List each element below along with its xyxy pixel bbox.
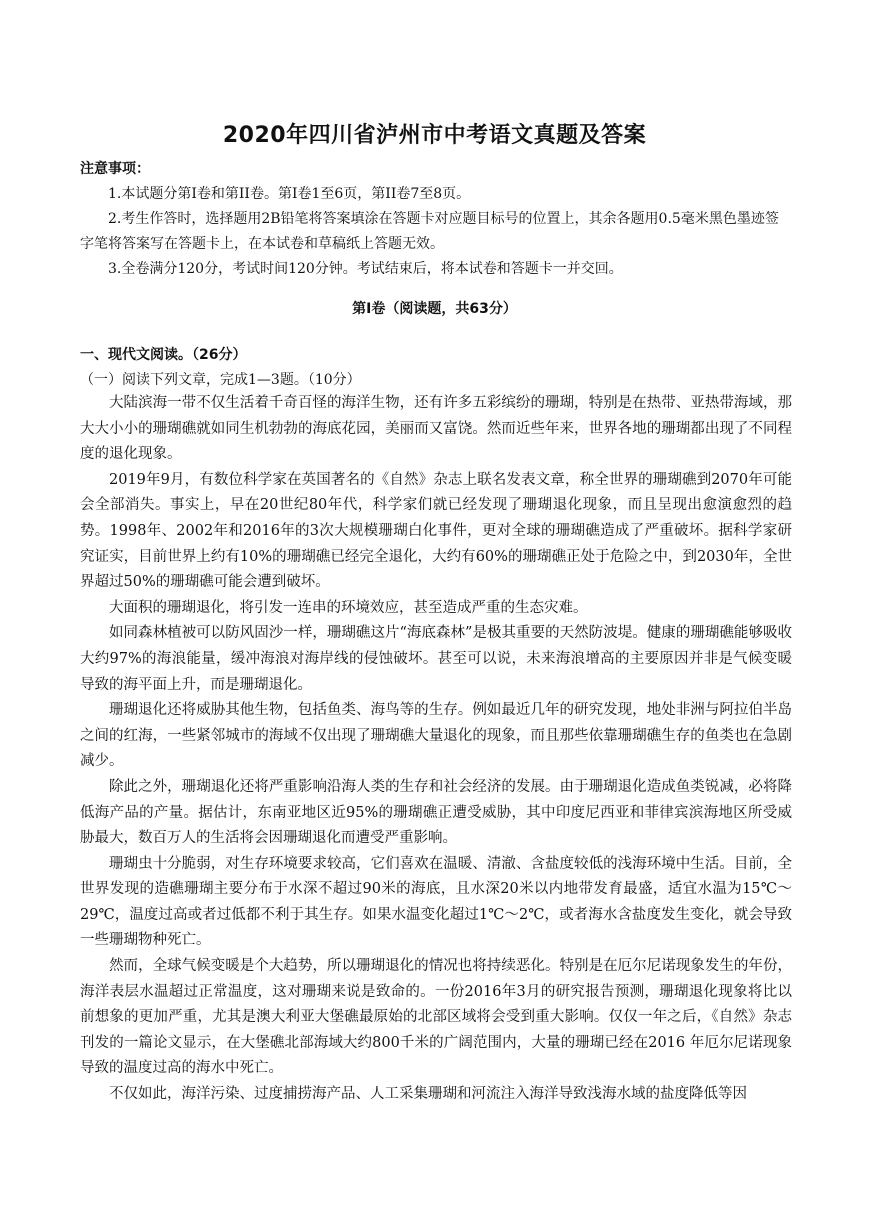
article-paragraph: 如同森林植被可以防风固沙一样，珊瑚礁这片“海底森林”是极其重要的天然防波堤。健康的珊瑚礁能够吸收大约97%的海浪能量，缓冲海浪对海岸线的侵蚀破坏。甚至可以说，未来海浪增高的主要原因并非是气候变暖导致的海平面上升，而是珊瑚退化。	[80, 625, 792, 693]
article-paragraph: 除此之外，珊瑚退化还将严重影响沿海人类的生存和社会经济的发展。由于珊瑚退化造成鱼类锐减，必将降低海产品的产量。据估计，东南亚地区近95%的珊瑚礁正遭受威胁，其中印度尼西亚和菲律宾滨海地区所受威胁最大，数百万人的生活将会因珊瑚退化而遭受严重影响。	[80, 778, 792, 847]
notice-heading: 注意事项：	[80, 161, 150, 177]
volume-title: 第Ⅰ卷（阅读题，共63分）	[352, 301, 517, 317]
reading-article	[80, 391, 792, 1108]
article-paragraph: 然而，全球气候变暖是个大趋势，所以珊瑚退化的情况也将持续恶化。特别是在厄尔尼诺现象发生的年份，海洋表层水温超过正常温度，这对珊瑚来说是致命的。一份2016年3月的研究报告预测，珊瑚退化现象将比以前想象的更加严重，尤其是澳大利亚大堡礁最原始的北部区域将会受到重大影响。仅仅一年之后，《自然》杂志刊发的一篇论文显示，在大堡礁北部海域大约800千米的广阔范围内，大量的珊瑚已经在2016 年厄尔尼诺现象导致的温度过高的海水中死亡。	[80, 958, 792, 1077]
notice-item: 3.全卷满分120分，考试时间120分钟。考试结束后，将本试卷和答题卡一并交回。	[108, 261, 623, 277]
article-paragraph: 大陆滨海一带不仅生活着千奇百怪的海洋生物，还有许多五彩缤纷的珊瑚，特别是在热带、亚热带海域，那大大小小的珊瑚礁就如同生机勃勃的海底花园，美丽而又富饶。然而近些年来，世界各地的珊瑚都出现了不同程度的退化现象。	[80, 395, 792, 463]
notice-list	[80, 182, 792, 282]
article-paragraph: 珊瑚退化还将威胁其他生物，包括鱼类、海鸟等的生存。例如最近几年的研究发现，地处非洲与阿拉伯半岛之间的红海，一些紧邻城市的海域不仅出现了珊瑚礁大量退化的现象，而且那些依靠珊瑚礁生存的鱼类也在急剧减少。	[80, 702, 792, 770]
article-paragraph: 大面积的珊瑚退化，将引发一连串的环境效应，甚至造成严重的生态灾难。	[109, 599, 588, 616]
section-subheading: （一）阅读下列文章，完成1—3题。（10分）	[80, 372, 361, 388]
section-heading: 一、现代文阅读。（26分）	[80, 347, 247, 363]
document-title: 2020年四川省泸州市中考语文真题及答案	[222, 123, 647, 148]
article-paragraph: 2019年9月，有数位科学家在英国著名的《自然》杂志上联名发表文章，称全世界的珊瑚礁到2070年可能会全部消失。事实上，早在20世纪80年代，科学家们就已经发现了珊瑚退化现象，而且呈现出愈演愈烈的趋势。1998年、2002年和2016年的3次大规模珊瑚白化事件，更对全球的珊瑚礁造成了严重破坏。据科学家研究证实，目前世界上约有10%的珊瑚礁已经完全退化，大约有60%的珊瑚礁正处于危险之中，到2030年，全世界超过50%的珊瑚礁可能会遭到破坏。	[80, 471, 792, 591]
notice-item: 1.本试题分第Ⅰ卷和第II卷。第Ⅰ卷1至6页，第II卷7至8页。	[108, 186, 471, 202]
article-paragraph: 珊瑚虫十分脆弱，对生存环境要求较高，它们喜欢在温暖、清澈、含盐度较低的浅海环境中生活。目前，全世界发现的造礁珊瑚主要分布于水深不超过90米的海底，且水深20米以内地带发育最盛，适宜水温为15℃～29℃，温度过高或者过低都不利于其生存。如果水温变化超过1℃～2℃，或者海水含盐度发生变化，就会导致一些珊瑚物种死亡。	[80, 855, 792, 949]
article-paragraph: 不仅如此，海洋污染、过度捕捞海产品、人工采集珊瑚和河流注入海洋导致浅海水域的盐度降低等因	[109, 1086, 747, 1103]
notice-item: 2.考生作答时，选择题用2B铅笔将答案填涂在答题卡对应题目标号的位置上，其余各题用0.5毫米黑色墨迹签字笔将答案写在答题卡上，在本试卷和草稿纸上答题无效。	[80, 211, 779, 252]
